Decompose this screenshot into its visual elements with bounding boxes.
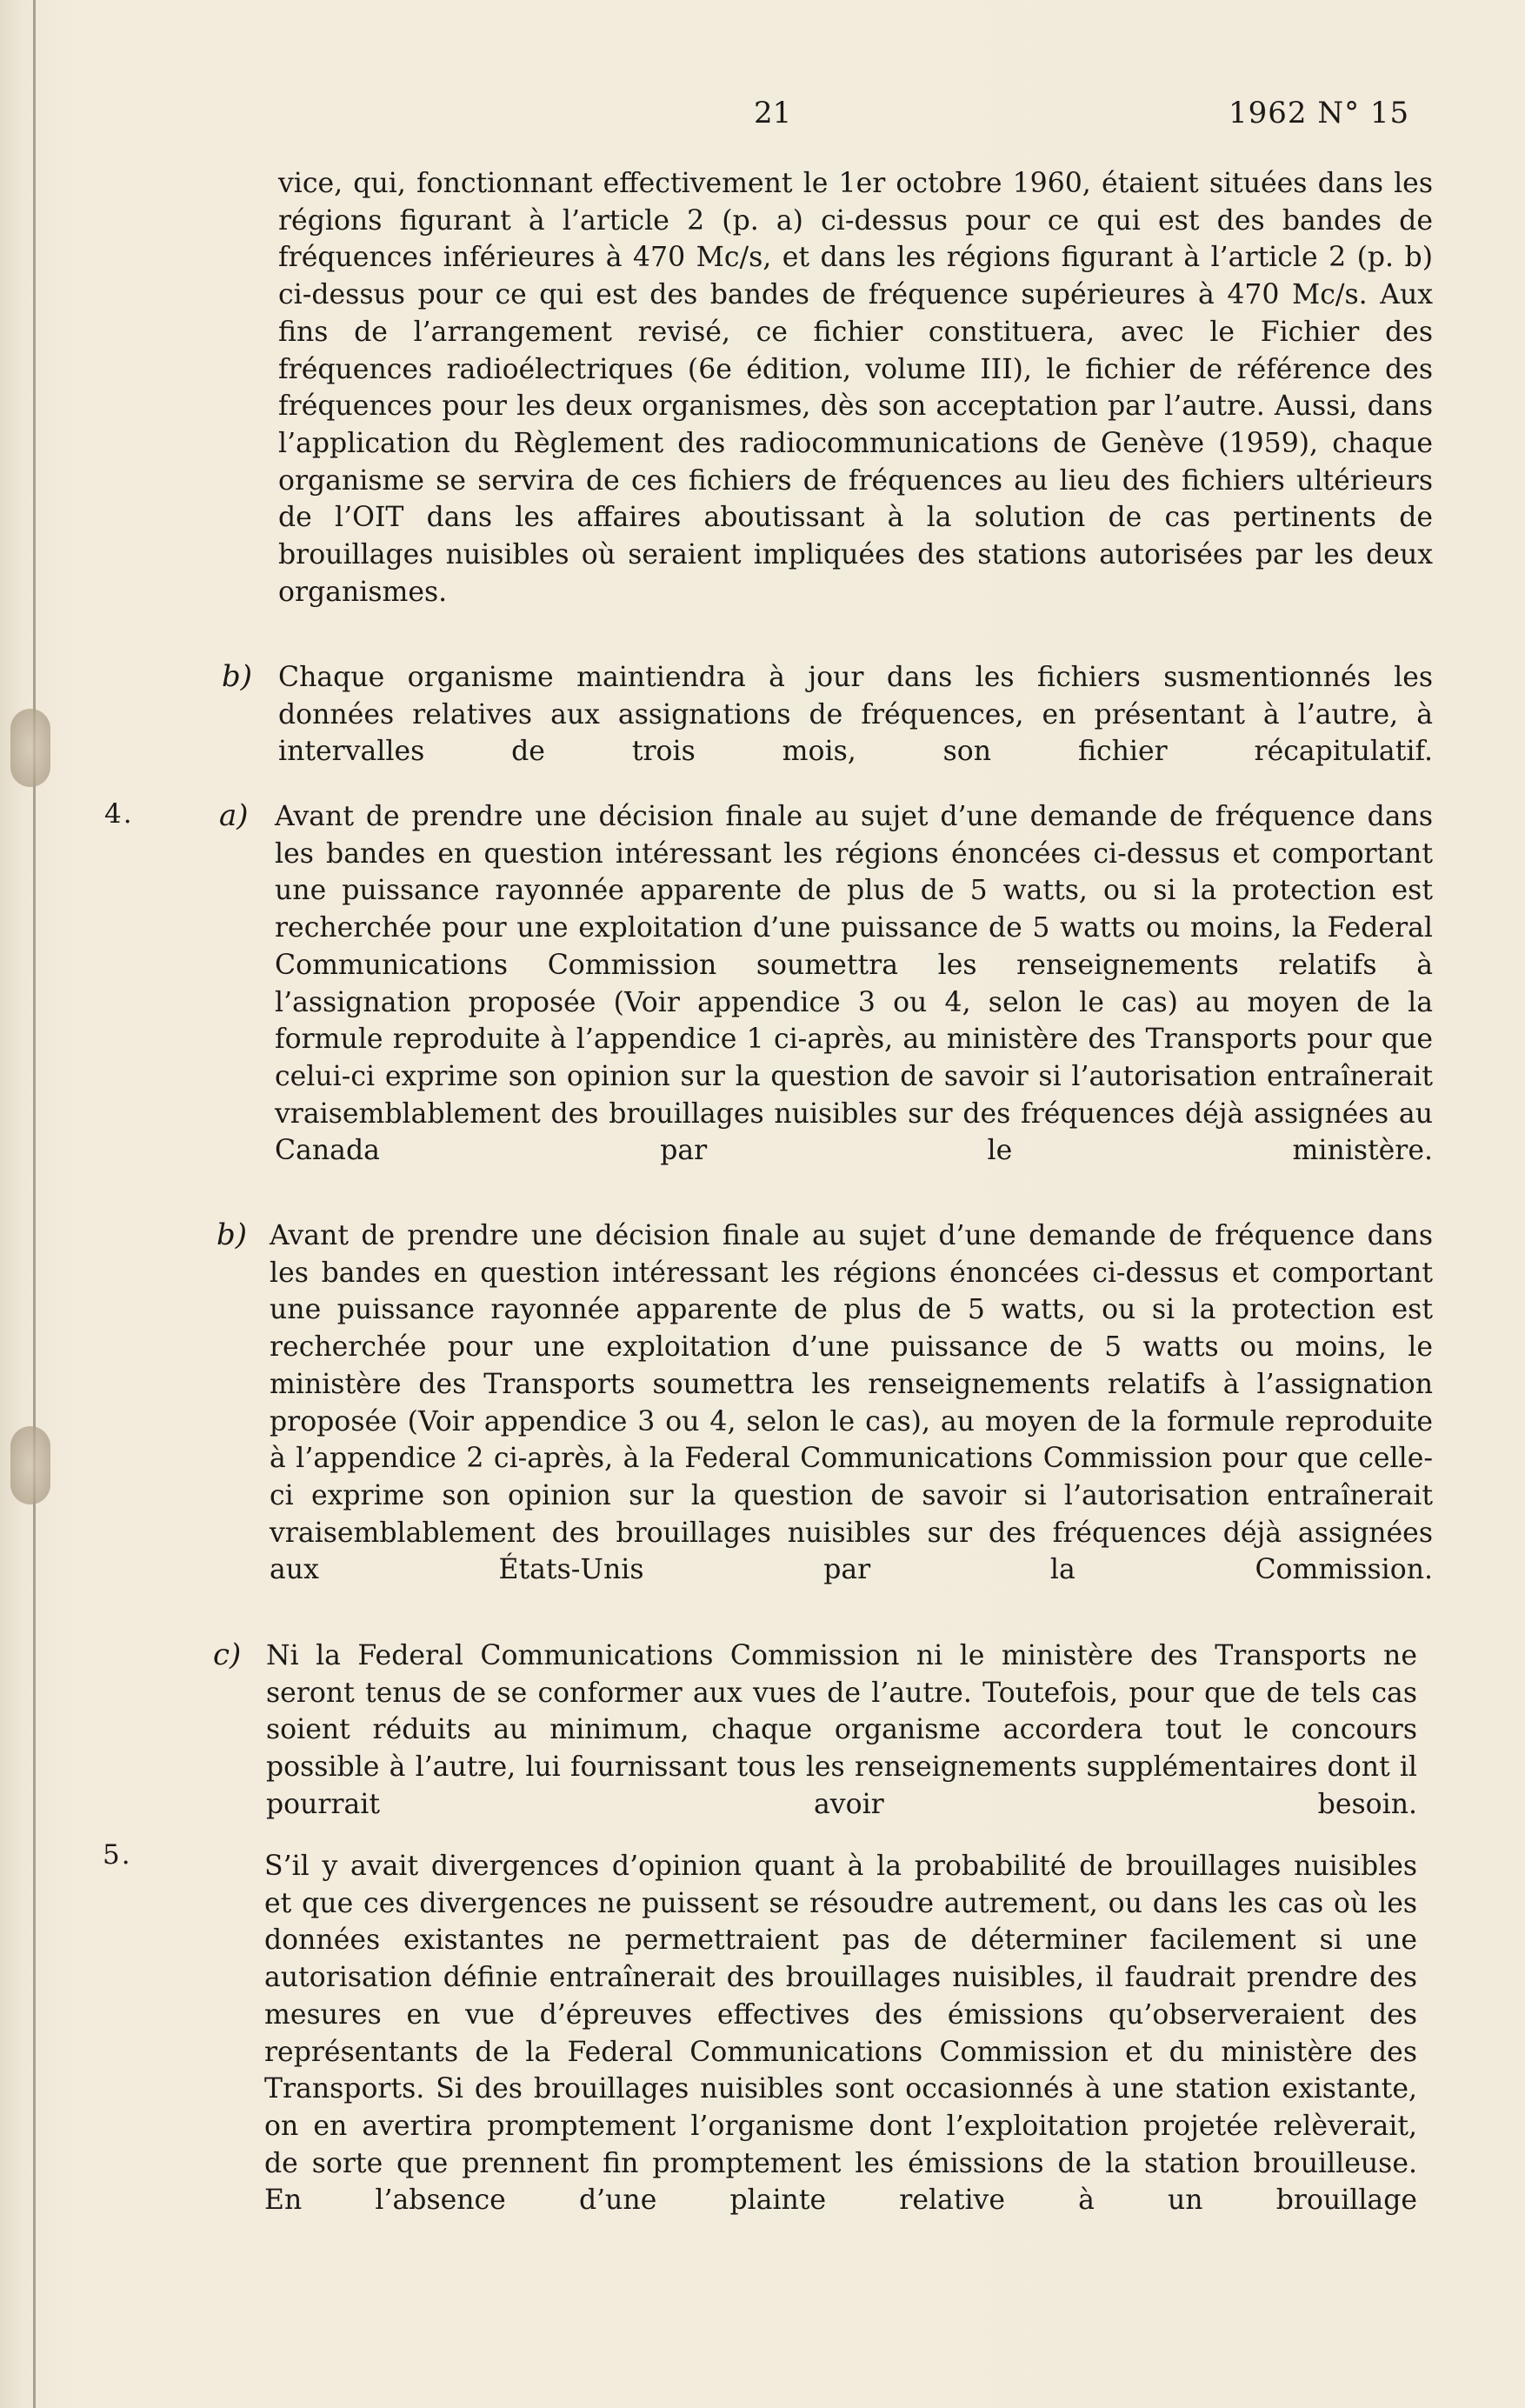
- page-header: [0, 96, 1525, 139]
- item-label-4a: a): [219, 798, 249, 833]
- binding-gutter: [33, 0, 36, 2408]
- issue-number: 1962 N° 15: [1229, 96, 1410, 130]
- paragraph-4a: Avant de prendre une décision finale au sujet d’une demande de fréquence dans les bandes en question intéressant les régions énoncées ci-dessus et comportant une puissance rayonnée apparente de plus de 5 watts, ou si la protection est recherchée pour une exploitation d’une puissance de 5 watts ou moins, la Federal Communications Commission soumettra les renseignements relatifs à l’assignation proposée (Voir appendice 3 ou 4, selon le cas) au moyen de la formule reproduite à l’appendice 1 ci-après, au ministère des Transports pour que celui-ci exprime son opinion sur la question de savoir si l’autorisation entraînerait vraisemblablement des brouillages nuisibles sur des fréquences déjà assignées au Canada par le ministère.: [275, 801, 1433, 1167]
- item-label-b: b): [222, 659, 253, 694]
- paragraph-4b: Avant de prendre une décision finale au sujet d’une demande de fréquence dans les bandes en question intéressant les régions énoncées ci-dessus et comportant une puissance rayonnée apparente de plus de 5 watts, ou si la protection est recherchée pour une exploitation d’une puissance de 5 watts ou moins, le ministère des Transports soumettra les renseignements relatifs à l’assignation proposée (Voir appendice 3 ou 4, selon le cas), au moyen de la formule reproduite à l’appendice 2 ci-après, à la Federal Communications Commission pour que celle-ci exprime son opinion sur la question de savoir si l’autorisation entraînerait vraisemblablement des brouillages nuisibles sur des fréquences déjà assignées aux États-Unis par la Commission.: [270, 1220, 1433, 1586]
- item-label-4b: b): [216, 1217, 248, 1252]
- paragraph-5: S’il y avait divergences d’opinion quant à la probabilité de brouillages nuisibles et que ces divergences ne puissent se résoudre autrement, ou dans les cas où les données existantes ne permettraient pas de déterminer facilement si une autorisation définie entraînerait des brouillages nuisibles, il faudrait prendre des mesures en vue d’épreuves effectives des émissions qu’observeraient des représentants de la Federal Communications Commission et du ministère des Transports. Si des brouillages nuisibles sont occasionnés à une station existante, on en avertira promptement l’organisme dont l’exploitation projetée relèverait, de sorte que prennent fin promptement les émissions de la station brouilleuse. En l’absence d’une plainte relative à un brouillage: [264, 1851, 1417, 2217]
- binding-hole-bottom: [10, 1426, 50, 1504]
- section-number-4: 4.: [104, 798, 134, 830]
- item-label-4c: c): [213, 1638, 242, 1672]
- paragraph-4c: Ni la Federal Communications Commission ni le ministère des Transports ne seront tenus de se conformer aux vues de l’autre. Toutefois, pour que de tels cas soient réduits au minimum, chaque organisme accordera tout le concours possible à l’autre, lui fournissant tous les renseignements supplémentaires dont il pourrait avoir besoin.: [266, 1640, 1417, 1820]
- binding-hole-top: [10, 709, 50, 787]
- section-number-5: 5.: [103, 1839, 132, 1871]
- paragraph-3b: Chaque organisme maintiendra à jour dans les fichiers susmentionnés les données relatives aux assignations de fréquences, en présentant à l’autre, à intervalles de trois mois, son fichier récapitulatif.: [278, 662, 1433, 768]
- page-number: 21: [754, 96, 792, 130]
- paragraph-continuation: vice, qui, fonctionnant effectivement le 1er octobre 1960, étaient situées dans les régions figurant à l’article 2 (p. a) ci-dessus pour ce qui est des bandes de fréquences inférieures à 470 Mc/s, et dans les régions figurant à l’article 2 (p. b) ci-dessus pour ce qui est des bandes de fréquence supérieures à 470 Mc/s. Aux fins de l’arrangement revisé, ce fichier constituera, avec le Fichier des fréquences radioélectriques (6e édition, volume III), le fichier de référence des fréquences pour les deux organismes, dès son acceptation par l’autre. Aussi, dans l’application du Règlement des radiocommunications de Genève (1959), chaque organisme se servira de ces fichiers de fréquences au lieu des fichiers ultérieurs de l’OIT dans les affaires aboutissant à la solution de cas pertinents de brouillages nuisibles où seraient impliquées des stations autorisées par les deux organismes.: [278, 168, 1433, 608]
